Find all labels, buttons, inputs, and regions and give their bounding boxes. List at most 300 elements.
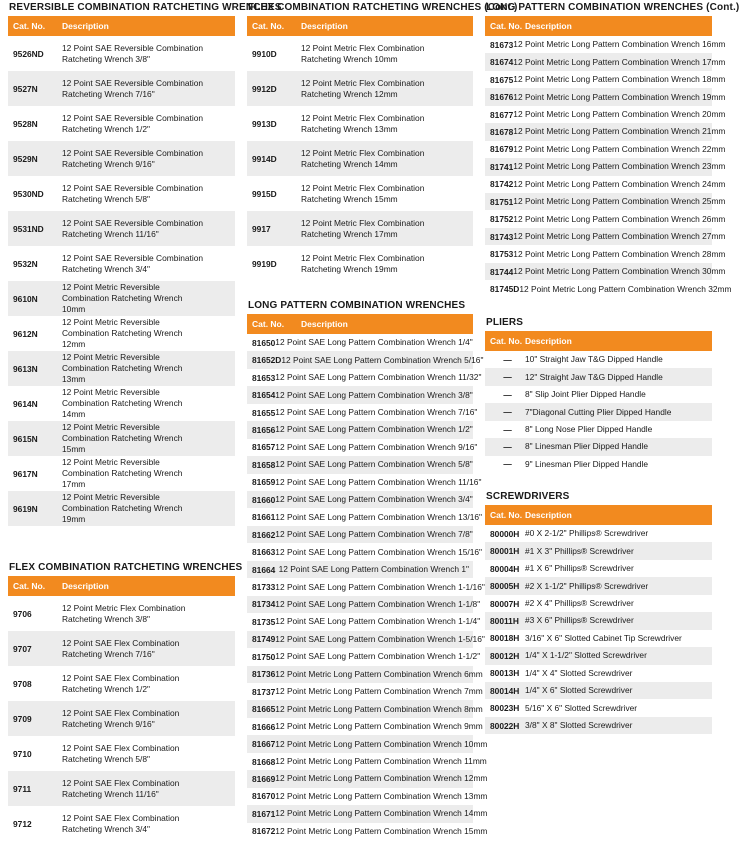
table-row [247,770,488,787]
table-row [8,701,235,736]
description: 3/8" X 8" Slotted Screwdriver [525,720,633,731]
cat-no: 81660 [252,494,276,505]
cat-no: 80018H [490,633,520,644]
cat-no: 81735 [252,616,276,627]
description: 12 Point Metric Flex Combination Ratcheting Wrench 14mm [301,147,425,169]
description: 10" Straight Jaw T&G Dipped Handle [525,354,663,365]
description: 8" Long Nose Plier Dipped Handle [525,424,653,435]
description: 12 Point SAE Long Pattern Combination Wrench 7/16" [275,407,478,418]
table-row [247,561,473,578]
table-row [247,211,473,246]
table-row [247,666,483,683]
description: 12 Point SAE Long Pattern Combination Wrench 1/4" [275,337,473,348]
description: 12 Point Metric Reversible Combination Ratcheting Wrench 10mm [62,282,183,314]
table-row [485,577,712,594]
table-row [8,351,235,386]
description: 9" Linesman Plier Dipped Handle [525,458,649,469]
description: 12 Point SAE Long Pattern Combination Wrench 3/8" [275,389,473,400]
table-row [247,823,488,840]
table-row [247,718,483,735]
table-row [8,771,235,806]
header-description: Description [62,21,109,31]
table-row [485,245,726,262]
table-row [247,683,483,700]
table-row [247,805,488,822]
table-row [247,456,473,473]
description: 12 Point Metric Long Pattern Combination Wrench 23mm [513,161,726,172]
description: 12 Point Metric Long Pattern Combination Wrench 7mm [275,686,483,697]
table-row [485,665,712,682]
table-row [485,193,726,210]
table-row [247,700,483,717]
cat-no: 9914D [252,153,277,164]
description: 1/4" X 6" Slotted Screwdriver [525,685,633,696]
header-cat-no: Cat. No. [490,510,523,520]
table-row [247,141,473,176]
description: 12 Point Metric Flex Combination Ratcheting Wrench 17mm [301,217,425,239]
description: 12 Point Metric Reversible Combination Ratcheting Wrench 13mm [62,352,183,384]
description: #0 X 2-1/2" Phillips® Screwdriver [525,528,649,539]
table-row [8,281,235,316]
cat-no: 9528N [13,118,38,129]
description: 12 Point Metric Long Pattern Combination Wrench 15mm [275,825,488,836]
cat-no: 81743 [490,231,514,242]
description: 12 Point Metric Flex Combination Ratcheting Wrench 13mm [301,112,425,134]
table-row [485,717,712,734]
table-header [8,576,235,596]
header-cat-no: Cat. No. [13,581,46,591]
table-row [8,806,235,841]
description: 12 Point Metric Long Pattern Combination Wrench 26mm [513,213,726,224]
cat-no: 81664 [252,564,276,575]
description: 12 Point SAE Reversible Combination Ratcheting Wrench 3/4" [62,252,204,274]
table-row [247,369,482,386]
cat-no: 81659 [252,477,276,488]
section-title-pliers: PLIERS [486,317,524,328]
table-row [485,560,712,577]
description: 12 Point SAE Flex Combination Ratcheting Wrench 11/16" [62,777,180,799]
cat-no: 80023H [490,703,520,714]
cat-no: 81663 [252,547,276,558]
description: 12 Point Metric Long Pattern Combination Wrench 8mm [275,703,483,714]
cat-no: 9919D [252,258,277,269]
cat-no: 9530ND [13,188,44,199]
cat-no: 9707 [13,643,32,654]
header-cat-no: Cat. No. [490,336,523,346]
cat-no: 81744 [490,266,514,277]
table-row [8,316,235,351]
table-row [247,439,478,456]
description: 12 Point SAE Long Pattern Combination Wrench 13/16" [275,511,483,522]
cat-no: 80013H [490,668,520,679]
table-row [485,403,712,420]
cat-no: 9613N [13,363,38,374]
table-row [247,71,473,106]
description: 12 Point SAE Reversible Combination Ratcheting Wrench 1/2" [62,112,204,134]
description: 12 Point Metric Flex Combination Ratcheting Wrench 12mm [301,77,425,99]
table-row [247,386,473,403]
table-row [247,106,473,141]
cat-no: 9529N [13,153,38,164]
description: 12 Point Metric Long Pattern Combination Wrench 27mm [513,231,726,242]
description: 12 Point SAE Reversible Combination Ratcheting Wrench 3/8" [62,42,204,64]
description: 12 Point SAE Long Pattern Combination Wrench 15/16" [275,546,483,557]
description: 1/4" X 4" Slotted Screwdriver [525,667,633,678]
header-description: Description [525,21,572,31]
description: 12 Point SAE Long Pattern Combination Wrench 1-1/4" [275,616,481,627]
description: 12 Point Metric Long Pattern Combination Wrench 19mm [513,91,726,102]
cat-no: 81670 [252,791,276,802]
description: 8" Linesman Plier Dipped Handle [525,441,649,452]
cat-no: 81661 [252,512,276,523]
table-row [247,509,483,526]
table-row [8,491,235,526]
description: 12 Point Metric Flex Combination Ratcheting Wrench 19mm [301,252,425,274]
description: 12 Point SAE Flex Combination Ratcheting Wrench 1/2" [62,672,180,694]
table-row [247,421,473,438]
description: 12 Point SAE Flex Combination Ratcheting Wrench 7/16" [62,637,180,659]
description: 12 Point SAE Long Pattern Combination Wrench 1-1/2" [275,651,481,662]
description: 12 Point SAE Long Pattern Combination Wrench 1" [278,564,469,575]
header-cat-no: Cat. No. [13,21,46,31]
table-row [8,246,235,281]
description: 12 Point SAE Flex Combination Ratcheting Wrench 3/4" [62,812,180,834]
table-row [485,368,712,385]
table-row [485,123,726,140]
cat-no: 81679 [490,144,514,155]
cat-no: 81737 [252,686,276,697]
cat-no: 9614N [13,398,38,409]
table-row [8,456,235,491]
table-row [485,88,726,105]
cat-no: 81657 [252,442,276,453]
description: 12 Point Metric Long Pattern Combination Wrench 9mm [275,721,483,732]
table-row [485,438,712,455]
cat-no: 81749 [252,634,276,645]
table-header [8,16,235,36]
description: 12 Point Metric Reversible Combination Ratcheting Wrench 14mm [62,387,183,419]
table-row [247,36,473,71]
table-row [485,141,726,158]
cat-no: 9532N [13,258,38,269]
cat-no: 9531ND [13,223,44,234]
cat-no: 81652D [252,355,282,366]
description: 12 Point Metric Long Pattern Combination Wrench 6mm [275,668,483,679]
cat-no: 81655 [252,407,276,418]
table-header [485,505,712,525]
description: 12 Point Metric Long Pattern Combination Wrench 16mm [513,39,726,50]
table-row [247,735,488,752]
cat-no: 81736 [252,669,276,680]
cat-no: 81656 [252,424,276,435]
table-row [247,631,485,648]
section-title-screwdrivers: SCREWDRIVERS [486,491,570,502]
table-row [8,666,235,701]
description: 12 Point Metric Long Pattern Combination Wrench 17mm [513,56,726,67]
table-row [485,106,726,123]
cat-no: 81676 [490,92,514,103]
description: 12 Point SAE Long Pattern Combination Wrench 11/16" [275,476,482,487]
cat-no: 80011H [490,615,519,626]
cat-no: 81734 [252,599,276,610]
table-row [485,612,712,629]
table-row [485,228,726,245]
description: 12 Point SAE Long Pattern Combination Wrench 9/16" [275,441,478,452]
table-row [247,351,484,368]
cat-no: 81678 [490,126,514,137]
cat-no: 81669 [252,773,276,784]
cat-no: 80001H [490,546,520,557]
table-row [485,630,712,647]
description: 12 Point Metric Flex Combination Ratcheting Wrench 3/8" [62,602,186,624]
description: 1/4" X 1-1/2" Slotted Screwdriver [525,650,647,661]
cat-no: 9910D [252,48,277,59]
table-row [8,176,235,211]
cat-no: 9619N [13,503,38,514]
table-row [247,526,473,543]
description: 12 Point SAE Long Pattern Combination Wrench 5/8" [275,459,473,470]
cat-no: 81677 [490,109,514,120]
description: 12 Point Metric Long Pattern Combination Wrench 14mm [275,808,488,819]
cat-no: 9706 [13,608,32,619]
cat-no: — [503,459,512,470]
cat-no: — [503,372,512,383]
table-row [485,158,726,175]
description: 8" Slip Joint Plier Dipped Handle [525,389,646,400]
table-row [8,106,235,141]
cat-no: 81650 [252,337,276,348]
table-row [485,682,712,699]
header-cat-no: Cat. No. [490,21,523,31]
description: 12 Point SAE Long Pattern Combination Wrench 5/16" [281,354,484,365]
description: 12 Point SAE Long Pattern Combination Wrench 1/2" [275,424,473,435]
table-row [8,71,235,106]
description: 12 Point Metric Long Pattern Combination Wrench 10mm [275,738,488,749]
table-row [247,543,483,560]
table-row [8,736,235,771]
description: 12 Point Metric Long Pattern Combination Wrench 20mm [513,109,726,120]
table-row [8,386,235,421]
description: 12 Point SAE Long Pattern Combination Wrench 3/4" [275,494,473,505]
description: 12 Point Metric Long Pattern Combination Wrench 24mm [513,178,726,189]
cat-no: 81675 [490,74,514,85]
table-row [247,753,487,770]
table-row [247,404,478,421]
cat-no: 81667 [252,739,276,750]
cat-no: — [503,441,512,452]
description: 12 Point Metric Reversible Combination Ratcheting Wrench 19mm [62,492,183,524]
cat-no: 9526ND [13,48,44,59]
description: 12 Point Metric Long Pattern Combination Wrench 12mm [275,773,488,784]
description: #3 X 6" Phillips® Screwdriver [525,615,634,626]
description: 12 Point SAE Reversible Combination Ratcheting Wrench 11/16" [62,217,204,239]
header-cat-no: Cat. No. [252,21,285,31]
table-row [485,280,732,297]
cat-no: 81745D [490,284,520,295]
table-row [485,456,712,473]
table-row [485,263,726,280]
cat-no: 81668 [252,756,276,767]
cat-no: 81674 [490,57,514,68]
table-row [485,525,712,542]
description: 12 Point Metric Long Pattern Combination Wrench 32mm [519,283,732,294]
table-row [247,648,481,665]
cat-no: 80005H [490,581,520,592]
table-row [485,386,712,403]
cat-no: 9612N [13,328,38,339]
cat-no: 9712 [13,818,32,829]
description: #1 X 6" Phillips® Screwdriver [525,563,634,574]
cat-no: 81673 [490,39,514,50]
cat-no: 9610N [13,293,38,304]
table-row [8,596,235,631]
table-row [8,421,235,456]
cat-no: 9527N [13,83,38,94]
table-row [485,700,712,717]
table-row [485,421,712,438]
cat-no: 81733 [252,582,276,593]
description: 12 Point SAE Reversible Combination Ratcheting Wrench 5/8" [62,182,204,204]
description: 12 Point Metric Reversible Combination Ratcheting Wrench 17mm [62,457,183,489]
cat-no: 9913D [252,118,277,129]
table-row [247,491,473,508]
cat-no: 81750 [252,651,276,662]
description: 12" Straight Jaw T&G Dipped Handle [525,371,663,382]
table-row [485,176,726,193]
description: 12 Point Metric Long Pattern Combination Wrench 25mm [513,196,726,207]
table-row [8,141,235,176]
description: 12 Point Metric Long Pattern Combination Wrench 21mm [513,126,726,137]
description: 12 Point Metric Flex Combination Ratcheting Wrench 10mm [301,42,425,64]
table-row [247,334,473,351]
cat-no: 81665 [252,704,276,715]
header-description: Description [62,581,109,591]
cat-no: 9709 [13,713,32,724]
cat-no: 80007H [490,598,520,609]
cat-no: 9711 [13,783,32,794]
description: 12 Point SAE Long Pattern Combination Wrench 1-1/8" [275,598,481,609]
cat-no: 81658 [252,459,276,470]
description: 12 Point Metric Long Pattern Combination Wrench 22mm [513,143,726,154]
cat-no: — [503,407,512,418]
table-row [485,542,712,559]
section-title-flex-combination-ratcheting-wrenches-cont: FLEX COMBINATION RATCHETING WRENCHES (Cont.) [248,2,518,13]
table-row [247,246,473,281]
table-row [247,474,482,491]
cat-no: 9915D [252,188,277,199]
cat-no: 80014H [490,685,520,696]
description: #1 X 3" Phillips® Screwdriver [525,545,634,556]
table-row [247,613,481,630]
header-cat-no: Cat. No. [252,319,285,329]
cat-no: 81653 [252,372,276,383]
table-row [485,36,726,53]
cat-no: 81741 [490,161,514,172]
table-header [247,314,473,334]
description: 12 Point SAE Flex Combination Ratcheting Wrench 9/16" [62,707,180,729]
description: 12 Point SAE Long Pattern Combination Wrench 1-5/16" [275,633,485,644]
header-description: Description [301,319,348,329]
cat-no: 81751 [490,196,514,207]
table-row [8,36,235,71]
description: 12 Point SAE Flex Combination Ratcheting Wrench 5/8" [62,742,180,764]
cat-no: 81662 [252,529,276,540]
cat-no: 9912D [252,83,277,94]
table-row [485,647,712,664]
cat-no: 81666 [252,721,276,732]
cat-no: 9617N [13,468,38,479]
cat-no: 80000H [490,528,520,539]
cat-no: 9710 [13,748,32,759]
cat-no: — [503,354,512,365]
table-header [485,16,712,36]
description: 12 Point SAE Reversible Combination Ratcheting Wrench 9/16" [62,147,204,169]
table-row [8,211,235,246]
section-title-reversible-combination-ratcheting-wrenches: REVERSIBLE COMBINATION RATCHETING WRENCHES [9,2,282,13]
table-header [247,16,473,36]
table-header [485,331,712,351]
description: 12 Point Metric Long Pattern Combination Wrench 11mm [275,756,487,767]
cat-no: 80022H [490,720,520,731]
cat-no: 80004H [490,563,520,574]
description: 5/16" X 6" Slotted Screwdriver [525,702,638,713]
cat-no: 81752 [490,214,514,225]
section-title-flex-combination-ratcheting-wrenches: FLEX COMBINATION RATCHETING WRENCHES [9,562,243,573]
table-row [485,351,712,368]
cat-no: 81671 [252,808,276,819]
section-title-long-pattern-combination-wrenches-cont: LONG PATTERN COMBINATION WRENCHES (Cont.) [486,2,739,13]
cat-no: 9708 [13,678,32,689]
description: 12 Point Metric Reversible Combination Ratcheting Wrench 12mm [62,317,183,349]
description: 12 Point Metric Flex Combination Ratcheting Wrench 15mm [301,182,425,204]
description: 12 Point Metric Long Pattern Combination Wrench 28mm [513,248,726,259]
header-description: Description [525,510,572,520]
cat-no: 80012H [490,650,520,661]
description: 12 Point Metric Long Pattern Combination Wrench 13mm [275,790,488,801]
description: 3/16" X 6" Slotted Cabinet Tip Screwdriver [525,632,682,643]
description: 12 Point SAE Long Pattern Combination Wrench 11/32" [275,372,482,383]
description: #2 X 1-1/2" Phillips® Screwdriver [525,580,649,591]
table-row [247,578,485,595]
table-row [485,53,726,70]
cat-no: 81753 [490,249,514,260]
cat-no: 81672 [252,826,276,837]
cat-no: — [503,389,512,400]
description: 12 Point SAE Long Pattern Combination Wrench 1-1/16" [275,581,485,592]
description: 12 Point Metric Long Pattern Combination Wrench 18mm [513,74,726,85]
description: #2 X 4" Phillips® Screwdriver [525,598,634,609]
description: 12 Point SAE Long Pattern Combination Wrench 7/8" [275,529,473,540]
description: 12 Point SAE Reversible Combination Ratcheting Wrench 7/16" [62,77,204,99]
header-description: Description [525,336,572,346]
description: 12 Point Metric Long Pattern Combination Wrench 30mm [513,266,726,277]
cat-no: 81654 [252,390,276,401]
description: 7"Diagonal Cutting Plier Dipped Handle [525,406,672,417]
table-row [247,788,488,805]
cat-no: 9615N [13,433,38,444]
cat-no: 81742 [490,179,514,190]
section-title-long-pattern-combination-wrenches: LONG PATTERN COMBINATION WRENCHES [248,300,466,311]
header-description: Description [301,21,348,31]
description: 12 Point Metric Reversible Combination Ratcheting Wrench 15mm [62,422,183,454]
table-row [247,176,473,211]
table-row [485,71,726,88]
table-row [485,211,726,228]
cat-no: 9917 [252,223,271,234]
cat-no: — [503,424,512,435]
table-row [485,595,712,612]
table-row [247,596,481,613]
